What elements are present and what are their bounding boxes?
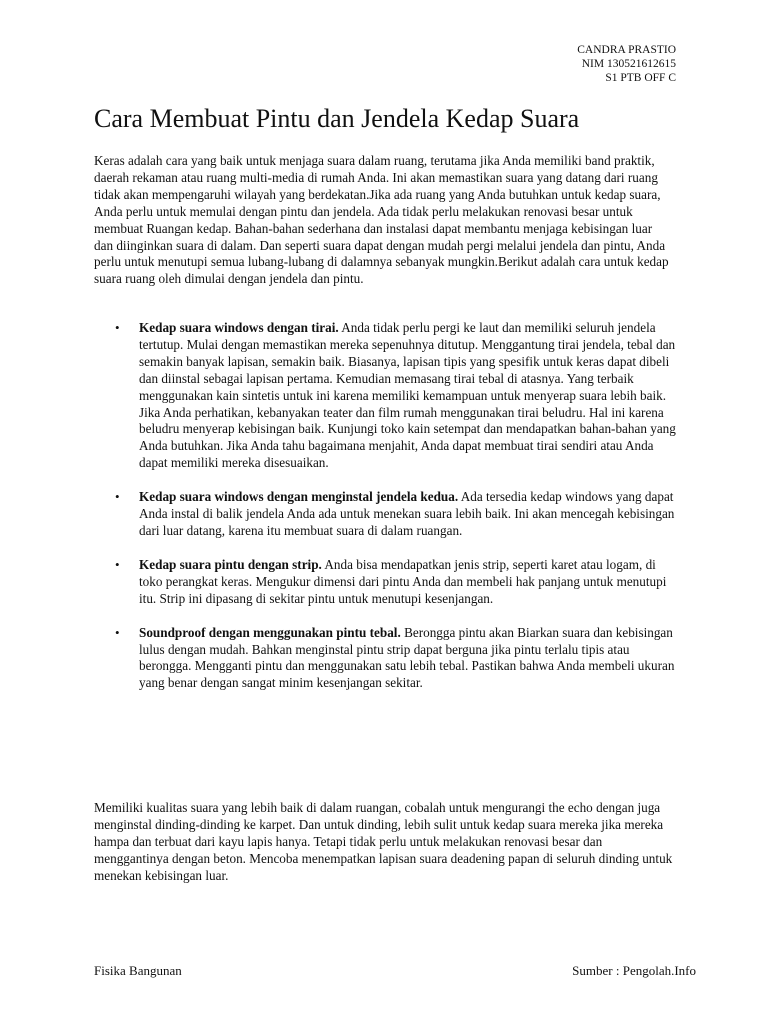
intro-paragraph: Keras adalah cara yang baik untuk menjaga suara dalam ruang, terutama jika Anda memiliki band praktik, daerah rekaman atau ruang multi-media di rumah Anda. Ini akan memastikan suara yang datang dari ruang tidak akan mempengaruhi wilayah yang berdekatan.Jika ada ruang yang Anda butuhkan untuk kedap suara, Anda perlu untuk memulai dengan pintu dan jendela. Ada tidak perlu melakukan renovasi besar untuk membuat Ruangan kedap. Bahan-bahan sederhana dan instalasi dapat membantu menjaga kebisingan luar dan diinginkan suara di dalam. Dan seperti suara dapat dengan mudah pergi melalui jendela dan pintu, Anda perlu untuk menutupi semua lubang-lubang di dalamnya sebanyak mungkin.Berikut adalah cara untuk kedap suara ruang oleh dimulai dengan jendela dan pintu.	[94, 153, 669, 287]
class-info: S1 PTB OFF C	[605, 72, 676, 84]
bullet-icon: •	[115, 320, 120, 335]
list-item	[94, 557, 680, 608]
tip-heading: Soundproof dengan menggunakan pintu tebal.	[139, 624, 401, 640]
tips-list	[94, 320, 680, 692]
footer-course: Fisika Bangunan	[94, 963, 182, 978]
tip-heading: Kedap suara pintu dengan strip.	[139, 556, 322, 572]
student-id: NIM 130521612615	[581, 58, 676, 70]
tip-heading: Kedap suara windows dengan menginstal jendela kedua.	[139, 489, 459, 505]
tip-body: Anda tidak perlu pergi ke laut dan memiliki seluruh jendela tertutup. Mulai dengan memastikan mereka sepenuhnya ditutup. Menggantung tirai jendela, tebal dan semakin banyak lapisan, semakin baik. Biasanya, lapisan tipis yang spesifik untuk keras dapat dibeli dan diinstal sebagai lapisan pertama. Kemudian memasang tirai tebal di atasnya. Yang terbaik menggunakan kain sintetis untuk ini karena memiliki kemampuan untuk menyerap suara lebih baik. Jika Anda perhatikan, kebanyakan teater dan film rumah menggunakan tirai beludru. Hal ini karena beludru menyerap kebisingan baik. Kunjungi toko kain setempat dan mendapatkan bahan-bahan yang Anda butuhkan. Jika Anda tahu bagaimana menjahit, Anda dapat membuat tirai sendiri atau Anda dapat memiliki mereka disesuaikan.	[139, 320, 676, 471]
tip-heading: Kedap suara windows dengan tirai.	[139, 320, 339, 335]
tip-body: Ada tersedia kedap windows yang dapat Anda instal di balik jendela Anda ada untuk menekan suara lebih baik. Ini akan mencegah kebisingan dari luar datang, karena itu membuat suara di dalam ruangan.	[139, 489, 675, 538]
list-item	[94, 489, 680, 540]
bullet-icon: •	[115, 489, 120, 505]
list-item	[94, 625, 680, 693]
author-info	[577, 43, 676, 85]
document-title: Cara Membuat Pintu dan Jendela Kedap Suara	[94, 104, 580, 133]
tip-body: Anda bisa mendapatkan jenis strip, seperti karet atau logam, di toko perangkat keras. Mengukur dimensi dari pintu Anda dan membeli hak panjang untuk menutupi itu. Strip ini dipasang di sekitar pintu untuk menutupi kesenjangan.	[139, 556, 667, 606]
author-name: CANDRA PRASTIO	[577, 44, 676, 56]
footer-source: Sumber : Pengolah.Info	[572, 963, 696, 978]
bullet-icon: •	[115, 556, 120, 572]
tip-body: Berongga pintu akan Biarkan suara dan kebisingan lulus dengan mudah. Bahkan menginstal pintu strip dapat berguna jika pintu terlalu tipis atau berongga. Mengganti pintu dan menggunakan satu lebih tebal. Pastikan bahwa Anda membeli ukuran yang benar dengan sangat minim kesenjangan sekitar.	[139, 624, 675, 691]
list-item	[94, 320, 680, 472]
bullet-icon: •	[115, 624, 120, 640]
closing-paragraph: Memiliki kualitas suara yang lebih baik di dalam ruangan, cobalah untuk mengurangi the echo dengan juga menginstal dinding-dinding ke karpet. Dan untuk dinding, lebih sulit untuk kedap suara mereka jika mereka hampa dan terbuat dari kayu lapis hanya. Tetapi tidak perlu untuk melakukan renovasi besar dan menggantinya dengan beton. Mencoba menempatkan lapisan suara deadening papan di seluruh dinding untuk menekan kebisingan luar.	[94, 800, 673, 883]
